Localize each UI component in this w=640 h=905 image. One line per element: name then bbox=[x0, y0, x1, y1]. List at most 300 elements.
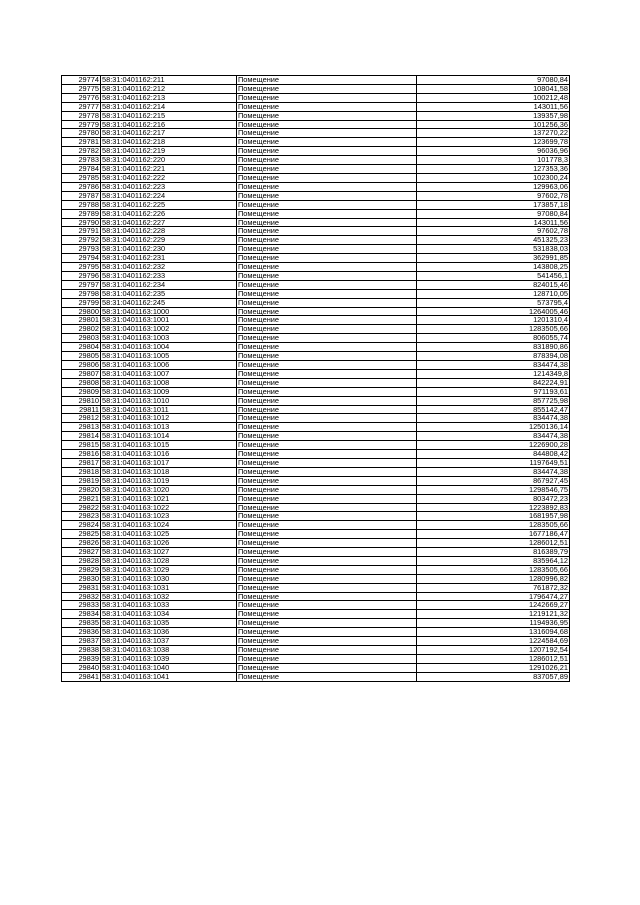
row-number: 29817 bbox=[62, 458, 101, 467]
object-type: Помещение bbox=[237, 280, 417, 289]
object-type: Помещение bbox=[237, 521, 417, 530]
object-type: Помещение bbox=[237, 236, 417, 245]
row-number: 29832 bbox=[62, 592, 101, 601]
row-number: 29827 bbox=[62, 548, 101, 557]
cadastral-value: 867927,45 bbox=[417, 476, 570, 485]
cadastral-number: 58:31:0401162:226 bbox=[101, 209, 237, 218]
cadastral-number: 58:31:0401163:1039 bbox=[101, 654, 237, 663]
table-row bbox=[62, 405, 570, 414]
table-row bbox=[62, 423, 570, 432]
row-number: 29797 bbox=[62, 280, 101, 289]
table-row bbox=[62, 646, 570, 655]
cadastral-number: 58:31:0401163:1017 bbox=[101, 458, 237, 467]
cadastral-value: 143011,56 bbox=[417, 102, 570, 111]
row-number: 29785 bbox=[62, 173, 101, 182]
cadastral-number: 58:31:0401162:220 bbox=[101, 156, 237, 165]
table-row bbox=[62, 298, 570, 307]
object-type: Помещение bbox=[237, 209, 417, 218]
row-number: 29810 bbox=[62, 396, 101, 405]
table-row bbox=[62, 120, 570, 129]
object-type: Помещение bbox=[237, 476, 417, 485]
cadastral-value: 1219121,32 bbox=[417, 610, 570, 619]
cadastral-number: 58:31:0401163:1011 bbox=[101, 405, 237, 414]
table-row bbox=[62, 503, 570, 512]
row-number: 29782 bbox=[62, 147, 101, 156]
object-type: Помещение bbox=[237, 369, 417, 378]
table-row bbox=[62, 530, 570, 539]
table-row bbox=[62, 601, 570, 610]
cadastral-number: 58:31:0401162:227 bbox=[101, 218, 237, 227]
object-type: Помещение bbox=[237, 165, 417, 174]
table-row bbox=[62, 378, 570, 387]
cadastral-value: 855142,47 bbox=[417, 405, 570, 414]
cadastral-value: 844808,42 bbox=[417, 450, 570, 459]
cadastral-value: 1224584,69 bbox=[417, 637, 570, 646]
table-row bbox=[62, 236, 570, 245]
cadastral-number: 58:31:0401163:1027 bbox=[101, 548, 237, 557]
table-row bbox=[62, 343, 570, 352]
cadastral-number: 58:31:0401163:1007 bbox=[101, 369, 237, 378]
cadastral-number: 58:31:0401163:1001 bbox=[101, 316, 237, 325]
row-number: 29811 bbox=[62, 405, 101, 414]
cadastral-value: 835964,12 bbox=[417, 556, 570, 565]
cadastral-value: 816389,79 bbox=[417, 548, 570, 557]
table-row bbox=[62, 76, 570, 85]
row-number: 29823 bbox=[62, 512, 101, 521]
object-type: Помещение bbox=[237, 610, 417, 619]
row-number: 29830 bbox=[62, 574, 101, 583]
table-row bbox=[62, 352, 570, 361]
row-number: 29840 bbox=[62, 663, 101, 672]
row-number: 29807 bbox=[62, 369, 101, 378]
row-number: 29794 bbox=[62, 254, 101, 263]
cadastral-number: 58:31:0401163:1022 bbox=[101, 503, 237, 512]
row-number: 29788 bbox=[62, 200, 101, 209]
table-row bbox=[62, 396, 570, 405]
cadastral-number: 58:31:0401162:218 bbox=[101, 138, 237, 147]
cadastral-value: 143808,25 bbox=[417, 263, 570, 272]
cadastral-number: 58:31:0401162:217 bbox=[101, 129, 237, 138]
cadastral-value: 531838,03 bbox=[417, 245, 570, 254]
cadastral-number: 58:31:0401162:215 bbox=[101, 111, 237, 120]
cadastral-value: 97080,84 bbox=[417, 209, 570, 218]
row-number: 29822 bbox=[62, 503, 101, 512]
cadastral-number: 58:31:0401162:232 bbox=[101, 263, 237, 272]
row-number: 29819 bbox=[62, 476, 101, 485]
table-row bbox=[62, 637, 570, 646]
cadastral-value: 123699,78 bbox=[417, 138, 570, 147]
object-type: Помещение bbox=[237, 396, 417, 405]
object-type: Помещение bbox=[237, 539, 417, 548]
cadastral-value: 1316094,68 bbox=[417, 628, 570, 637]
object-type: Помещение bbox=[237, 628, 417, 637]
cadastral-number: 58:31:0401163:1003 bbox=[101, 334, 237, 343]
cadastral-value: 971193,61 bbox=[417, 387, 570, 396]
cadastral-value: 108041,58 bbox=[417, 84, 570, 93]
table-row bbox=[62, 592, 570, 601]
cadastral-number: 58:31:0401162:229 bbox=[101, 236, 237, 245]
cadastral-value: 362991,85 bbox=[417, 254, 570, 263]
row-number: 29793 bbox=[62, 245, 101, 254]
cadastral-number: 58:31:0401163:1025 bbox=[101, 530, 237, 539]
row-number: 29774 bbox=[62, 76, 101, 85]
cadastral-number: 58:31:0401162:211 bbox=[101, 76, 237, 85]
cadastral-number: 58:31:0401163:1036 bbox=[101, 628, 237, 637]
cadastral-value: 806055,74 bbox=[417, 334, 570, 343]
object-type: Помещение bbox=[237, 334, 417, 343]
object-type: Помещение bbox=[237, 76, 417, 85]
cadastral-number: 58:31:0401163:1032 bbox=[101, 592, 237, 601]
cadastral-value: 834474,38 bbox=[417, 467, 570, 476]
object-type: Помещение bbox=[237, 378, 417, 387]
cadastral-value: 1286012,51 bbox=[417, 654, 570, 663]
object-type: Помещение bbox=[237, 182, 417, 191]
cadastral-value: 1226900,28 bbox=[417, 441, 570, 450]
cadastral-number: 58:31:0401163:1009 bbox=[101, 387, 237, 396]
row-number: 29828 bbox=[62, 556, 101, 565]
cadastral-number: 58:31:0401163:1020 bbox=[101, 485, 237, 494]
cadastral-value: 101256,36 bbox=[417, 120, 570, 129]
table-row bbox=[62, 227, 570, 236]
cadastral-number: 58:31:0401163:1021 bbox=[101, 494, 237, 503]
table-row bbox=[62, 494, 570, 503]
cadastral-value: 1286012,51 bbox=[417, 539, 570, 548]
cadastral-value: 1283505,66 bbox=[417, 325, 570, 334]
cadastral-value: 97602,78 bbox=[417, 191, 570, 200]
table-row bbox=[62, 663, 570, 672]
table-row bbox=[62, 450, 570, 459]
object-type: Помещение bbox=[237, 565, 417, 574]
cadastral-value: 127353,36 bbox=[417, 165, 570, 174]
cadastral-number: 58:31:0401163:1010 bbox=[101, 396, 237, 405]
row-number: 29833 bbox=[62, 601, 101, 610]
row-number: 29834 bbox=[62, 610, 101, 619]
object-type: Помещение bbox=[237, 120, 417, 129]
row-number: 29804 bbox=[62, 343, 101, 352]
row-number: 29795 bbox=[62, 263, 101, 272]
cadastral-number: 58:31:0401162:214 bbox=[101, 102, 237, 111]
row-number: 29776 bbox=[62, 93, 101, 102]
row-number: 29812 bbox=[62, 414, 101, 423]
cadastral-number: 58:31:0401163:1019 bbox=[101, 476, 237, 485]
object-type: Помещение bbox=[237, 548, 417, 557]
row-number: 29824 bbox=[62, 521, 101, 530]
table-row bbox=[62, 200, 570, 209]
table-row bbox=[62, 263, 570, 272]
table-row bbox=[62, 209, 570, 218]
table-row bbox=[62, 654, 570, 663]
row-number: 29839 bbox=[62, 654, 101, 663]
object-type: Помещение bbox=[237, 583, 417, 592]
object-type: Помещение bbox=[237, 601, 417, 610]
object-type: Помещение bbox=[237, 227, 417, 236]
cadastral-number: 58:31:0401162:233 bbox=[101, 271, 237, 280]
table-row bbox=[62, 191, 570, 200]
object-type: Помещение bbox=[237, 387, 417, 396]
row-number: 29790 bbox=[62, 218, 101, 227]
object-type: Помещение bbox=[237, 84, 417, 93]
cadastral-number: 58:31:0401163:1002 bbox=[101, 325, 237, 334]
row-number: 29808 bbox=[62, 378, 101, 387]
table-body bbox=[62, 76, 570, 682]
row-number: 29799 bbox=[62, 298, 101, 307]
cadastral-number: 58:31:0401163:1030 bbox=[101, 574, 237, 583]
row-number: 29787 bbox=[62, 191, 101, 200]
table-row bbox=[62, 414, 570, 423]
table-row bbox=[62, 556, 570, 565]
cadastral-number: 58:31:0401162:231 bbox=[101, 254, 237, 263]
cadastral-number: 58:31:0401163:1023 bbox=[101, 512, 237, 521]
cadastral-value: 834474,38 bbox=[417, 414, 570, 423]
row-number: 29783 bbox=[62, 156, 101, 165]
row-number: 29803 bbox=[62, 334, 101, 343]
object-type: Помещение bbox=[237, 619, 417, 628]
object-type: Помещение bbox=[237, 218, 417, 227]
table-row bbox=[62, 138, 570, 147]
table-row bbox=[62, 512, 570, 521]
cadastral-value: 137270,22 bbox=[417, 129, 570, 138]
object-type: Помещение bbox=[237, 672, 417, 681]
row-number: 29813 bbox=[62, 423, 101, 432]
object-type: Помещение bbox=[237, 512, 417, 521]
row-number: 29781 bbox=[62, 138, 101, 147]
cadastral-number: 58:31:0401163:1031 bbox=[101, 583, 237, 592]
cadastral-number: 58:31:0401163:1041 bbox=[101, 672, 237, 681]
cadastral-value: 1280996,82 bbox=[417, 574, 570, 583]
row-number: 29786 bbox=[62, 182, 101, 191]
cadastral-number: 58:31:0401162:221 bbox=[101, 165, 237, 174]
row-number: 29800 bbox=[62, 307, 101, 316]
object-type: Помещение bbox=[237, 147, 417, 156]
object-type: Помещение bbox=[237, 646, 417, 655]
object-type: Помещение bbox=[237, 200, 417, 209]
object-type: Помещение bbox=[237, 245, 417, 254]
object-type: Помещение bbox=[237, 458, 417, 467]
object-type: Помещение bbox=[237, 405, 417, 414]
row-number: 29837 bbox=[62, 637, 101, 646]
row-number: 29826 bbox=[62, 539, 101, 548]
row-number: 29784 bbox=[62, 165, 101, 174]
cadastral-number: 58:31:0401163:1012 bbox=[101, 414, 237, 423]
row-number: 29809 bbox=[62, 387, 101, 396]
object-type: Помещение bbox=[237, 102, 417, 111]
table-row bbox=[62, 441, 570, 450]
cadastral-value: 1223892,83 bbox=[417, 503, 570, 512]
object-type: Помещение bbox=[237, 432, 417, 441]
cadastral-value: 1264005,46 bbox=[417, 307, 570, 316]
cadastral-number: 58:31:0401163:1008 bbox=[101, 378, 237, 387]
cadastral-value: 143011,56 bbox=[417, 218, 570, 227]
object-type: Помещение bbox=[237, 307, 417, 316]
table-row bbox=[62, 583, 570, 592]
cadastral-number: 58:31:0401163:1018 bbox=[101, 467, 237, 476]
table-row bbox=[62, 432, 570, 441]
object-type: Помещение bbox=[237, 93, 417, 102]
object-type: Помещение bbox=[237, 254, 417, 263]
object-type: Помещение bbox=[237, 414, 417, 423]
object-type: Помещение bbox=[237, 450, 417, 459]
row-number: 29835 bbox=[62, 619, 101, 628]
cadastral-number: 58:31:0401163:1040 bbox=[101, 663, 237, 672]
table-row bbox=[62, 610, 570, 619]
table-row bbox=[62, 361, 570, 370]
cadastral-value: 803472,23 bbox=[417, 494, 570, 503]
cadastral-value: 878394,08 bbox=[417, 352, 570, 361]
object-type: Помещение bbox=[237, 263, 417, 272]
table-row bbox=[62, 565, 570, 574]
cadastral-number: 58:31:0401163:1006 bbox=[101, 361, 237, 370]
object-type: Помещение bbox=[237, 530, 417, 539]
row-number: 29816 bbox=[62, 450, 101, 459]
object-type: Помещение bbox=[237, 637, 417, 646]
object-type: Помещение bbox=[237, 592, 417, 601]
cadastral-number: 58:31:0401163:1013 bbox=[101, 423, 237, 432]
table-row bbox=[62, 84, 570, 93]
row-number: 29831 bbox=[62, 583, 101, 592]
cadastral-number: 58:31:0401163:1015 bbox=[101, 441, 237, 450]
cadastral-number: 58:31:0401162:219 bbox=[101, 147, 237, 156]
cadastral-value: 102300,24 bbox=[417, 173, 570, 182]
cadastral-number: 58:31:0401163:1038 bbox=[101, 646, 237, 655]
cadastral-number: 58:31:0401163:1005 bbox=[101, 352, 237, 361]
object-type: Помещение bbox=[237, 467, 417, 476]
cadastral-value: 1250136,14 bbox=[417, 423, 570, 432]
row-number: 29841 bbox=[62, 672, 101, 681]
row-number: 29838 bbox=[62, 646, 101, 655]
cadastral-number: 58:31:0401163:1037 bbox=[101, 637, 237, 646]
table-row bbox=[62, 334, 570, 343]
object-type: Помещение bbox=[237, 316, 417, 325]
cadastral-value: 761872,32 bbox=[417, 583, 570, 592]
cadastral-value: 1291026,21 bbox=[417, 663, 570, 672]
row-number: 29820 bbox=[62, 485, 101, 494]
table-row bbox=[62, 485, 570, 494]
row-number: 29792 bbox=[62, 236, 101, 245]
cadastral-number: 58:31:0401162:235 bbox=[101, 289, 237, 298]
table-row bbox=[62, 458, 570, 467]
cadastral-value: 857725,98 bbox=[417, 396, 570, 405]
table-row bbox=[62, 271, 570, 280]
cadastral-value: 842224,91 bbox=[417, 378, 570, 387]
object-type: Помещение bbox=[237, 298, 417, 307]
table-row bbox=[62, 307, 570, 316]
object-type: Помещение bbox=[237, 129, 417, 138]
object-type: Помещение bbox=[237, 654, 417, 663]
object-type: Помещение bbox=[237, 663, 417, 672]
table-row bbox=[62, 467, 570, 476]
cadastral-value: 824015,46 bbox=[417, 280, 570, 289]
table-row bbox=[62, 129, 570, 138]
cadastral-number: 58:31:0401163:1024 bbox=[101, 521, 237, 530]
object-type: Помещение bbox=[237, 191, 417, 200]
row-number: 29789 bbox=[62, 209, 101, 218]
cadastral-value: 837057,89 bbox=[417, 672, 570, 681]
object-type: Помещение bbox=[237, 289, 417, 298]
cadastral-number: 58:31:0401163:1004 bbox=[101, 343, 237, 352]
row-number: 29815 bbox=[62, 441, 101, 450]
table-row bbox=[62, 254, 570, 263]
cadastral-value-table bbox=[61, 75, 570, 682]
cadastral-value: 96036,96 bbox=[417, 147, 570, 156]
table-row bbox=[62, 147, 570, 156]
table-row bbox=[62, 93, 570, 102]
cadastral-value: 1201310,4 bbox=[417, 316, 570, 325]
cadastral-number: 58:31:0401163:1028 bbox=[101, 556, 237, 565]
row-number: 29805 bbox=[62, 352, 101, 361]
document-page bbox=[61, 75, 570, 682]
table-row bbox=[62, 628, 570, 637]
cadastral-number: 58:31:0401162:224 bbox=[101, 191, 237, 200]
cadastral-value: 834474,38 bbox=[417, 361, 570, 370]
cadastral-number: 58:31:0401163:1034 bbox=[101, 610, 237, 619]
table-row bbox=[62, 672, 570, 681]
row-number: 29777 bbox=[62, 102, 101, 111]
table-row bbox=[62, 387, 570, 396]
cadastral-number: 58:31:0401162:228 bbox=[101, 227, 237, 236]
cadastral-value: 573795,4 bbox=[417, 298, 570, 307]
object-type: Помещение bbox=[237, 574, 417, 583]
object-type: Помещение bbox=[237, 138, 417, 147]
cadastral-value: 1283505,66 bbox=[417, 521, 570, 530]
object-type: Помещение bbox=[237, 173, 417, 182]
row-number: 29780 bbox=[62, 129, 101, 138]
table-row bbox=[62, 548, 570, 557]
object-type: Помещение bbox=[237, 271, 417, 280]
row-number: 29836 bbox=[62, 628, 101, 637]
table-row bbox=[62, 218, 570, 227]
object-type: Помещение bbox=[237, 325, 417, 334]
cadastral-value: 1197649,51 bbox=[417, 458, 570, 467]
cadastral-number: 58:31:0401163:1026 bbox=[101, 539, 237, 548]
table-row bbox=[62, 111, 570, 120]
cadastral-number: 58:31:0401163:1033 bbox=[101, 601, 237, 610]
object-type: Помещение bbox=[237, 503, 417, 512]
row-number: 29791 bbox=[62, 227, 101, 236]
table-row bbox=[62, 619, 570, 628]
cadastral-number: 58:31:0401162:222 bbox=[101, 173, 237, 182]
cadastral-value: 101778,3 bbox=[417, 156, 570, 165]
table-row bbox=[62, 289, 570, 298]
object-type: Помещение bbox=[237, 485, 417, 494]
cadastral-value: 1796474,27 bbox=[417, 592, 570, 601]
table-row bbox=[62, 574, 570, 583]
row-number: 29775 bbox=[62, 84, 101, 93]
cadastral-value: 831890,86 bbox=[417, 343, 570, 352]
cadastral-value: 97080,84 bbox=[417, 76, 570, 85]
table-row bbox=[62, 521, 570, 530]
cadastral-number: 58:31:0401163:1035 bbox=[101, 619, 237, 628]
cadastral-number: 58:31:0401162:212 bbox=[101, 84, 237, 93]
row-number: 29779 bbox=[62, 120, 101, 129]
object-type: Помещение bbox=[237, 352, 417, 361]
table-row bbox=[62, 325, 570, 334]
object-type: Помещение bbox=[237, 343, 417, 352]
object-type: Помещение bbox=[237, 423, 417, 432]
table-row bbox=[62, 156, 570, 165]
row-number: 29796 bbox=[62, 271, 101, 280]
cadastral-value: 1677186,47 bbox=[417, 530, 570, 539]
row-number: 29802 bbox=[62, 325, 101, 334]
row-number: 29778 bbox=[62, 111, 101, 120]
cadastral-number: 58:31:0401162:245 bbox=[101, 298, 237, 307]
object-type: Помещение bbox=[237, 111, 417, 120]
cadastral-number: 58:31:0401163:1016 bbox=[101, 450, 237, 459]
table-row bbox=[62, 173, 570, 182]
cadastral-value: 451325,23 bbox=[417, 236, 570, 245]
cadastral-value: 1242669,27 bbox=[417, 601, 570, 610]
table-row bbox=[62, 102, 570, 111]
row-number: 29829 bbox=[62, 565, 101, 574]
